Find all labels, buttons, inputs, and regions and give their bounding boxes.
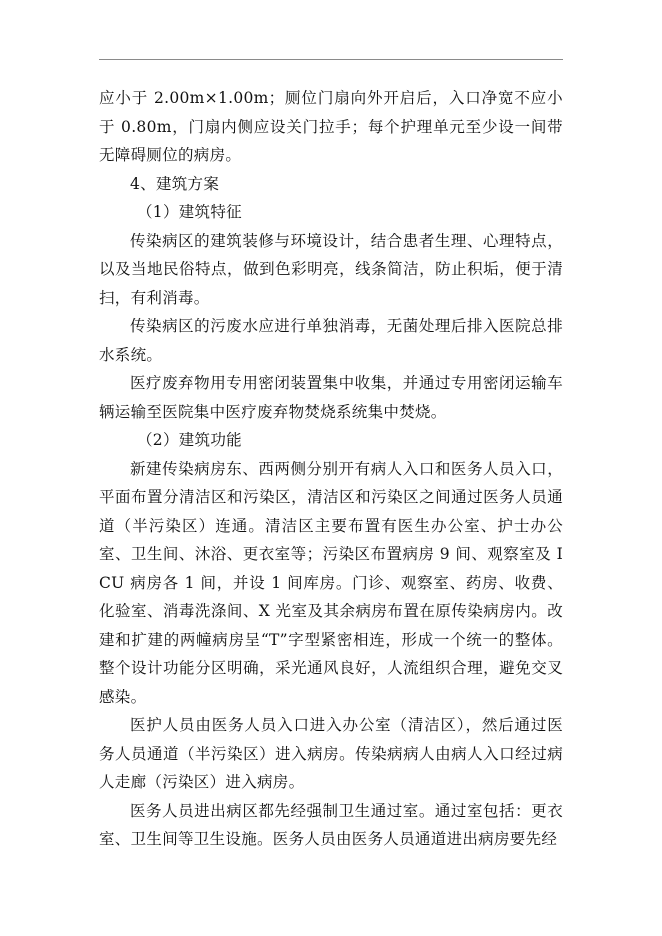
paragraph-hygiene-passage: 医务人员进出病区都先经强制卫生通过室。通过室包括：更衣室、卫生间等卫生设施。医务人员由医务人员通道进出病房要先经	[99, 801, 563, 848]
paragraph-wastewater: 传染病区的污废水应进行单独消毒，无菌处理后排入医院总排水系统。	[99, 317, 563, 364]
section-heading-architecture-plan: 4、建筑方案	[130, 174, 220, 193]
paragraph-staff-flow: 医护人员由医务人员入口进入办公室（清洁区），然后通过医务人员通道（半污染区）进入病房。传染病病人由病人入口经过病人走廊（污染区）进入病房。	[99, 716, 563, 791]
subheading-architecture-features: （1）建筑特征	[137, 203, 242, 221]
header-rule	[99, 59, 563, 60]
paragraph-layout: 新建传染病房东、西两侧分别开有病人入口和医务人员入口，平面布置分清洁区和污染区，清洁区和污染区之间通过医务人员通道（半污染区）连通。清洁区主要布置有医生办公室、护士办公室、卫生间、沐浴、更衣室等；污染区布置病房 9 间、观察室及 ICU 病房各 1 间，并设 1 间库房。门诊、观察室、药房、收费、化验室、消毒洗涤间、X 光室及其余病房布置在原传染病房内。改建和扩建的两幢病房呈“T”字型紧密相连，形成一个统一的整体。整个设计功能分区明确，采光通风良好，人流组织合理，避免交叉感染。	[99, 459, 563, 706]
document-body	[99, 84, 563, 854]
subheading-architecture-function: （2）建筑功能	[137, 431, 242, 449]
paragraph-medical-waste: 医疗废弃物用专用密闭装置集中收集，并通过专用密闭运输车辆运输至医院集中医疗废弃物焚烧系统集中焚烧。	[99, 374, 563, 421]
paragraph-decoration-design: 传染病区的建筑装修与环境设计，结合患者生理、心理特点，以及当地民俗特点，做到色彩明亮，线条简洁，防止积垢，便于清扫，有利消毒。	[99, 231, 563, 307]
paragraph-continuation: 应小于 2.00m×1.00m；厕位门扇向外开启后，入口净宽不应小于 0.80m，门扇内侧应设关门拉手；每个护理单元至少设一间带无障碍厕位的病房。	[99, 89, 563, 164]
